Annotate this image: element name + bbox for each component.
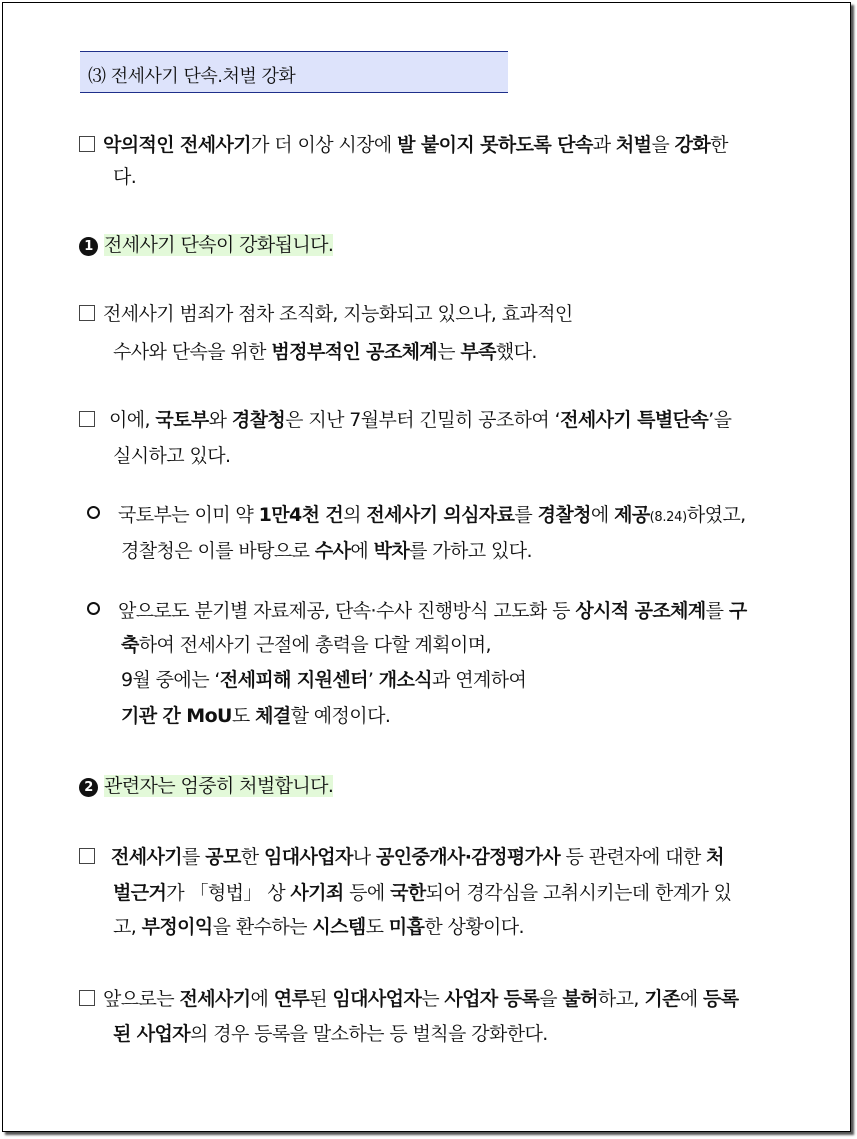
checkbox-square-icon <box>79 411 95 427</box>
text-run: 할 예정이다. <box>290 705 391 727</box>
text-run: 와 <box>208 409 232 431</box>
text-run: 범정부적인 공조체계 <box>271 341 438 363</box>
text-run: 를 가하고 있다. <box>409 540 532 562</box>
text-run: 전세피해 지원센터 <box>219 669 368 691</box>
intro-line-1 <box>79 133 728 157</box>
text-run: 은 지난 7월부터 긴밀히 공조하여 ‘ <box>285 409 561 431</box>
para-2-line-1 <box>79 408 731 432</box>
text-run: 등 관련자에 대한 <box>560 846 707 868</box>
text-run: 시스템 <box>312 916 366 938</box>
text-run: 사업자 등록 <box>444 988 540 1010</box>
text-run: 전세사기 특별단속 <box>560 409 709 431</box>
bullet-2-line-4 <box>121 704 390 728</box>
text-run: 악의적인 전세사기 <box>103 134 252 156</box>
text-run: 사기죄 <box>290 882 344 904</box>
text-run: 1만4천 건 <box>258 504 344 526</box>
circle-bullet-icon <box>87 506 100 519</box>
para-1-line-2 <box>113 340 537 364</box>
text-run: 하여 전세사기 근절에 총력을 다할 계획이며, <box>138 634 491 656</box>
text-run: 9월 중에는 ‘ <box>121 669 220 691</box>
text-run: 공인중개사·감정평가사 <box>375 846 561 868</box>
text-run: 전세사기 <box>111 846 183 868</box>
text-run: 벌근거 <box>113 882 167 904</box>
para-3-line-3 <box>113 915 524 939</box>
text-run: 전세사기 의심자료 <box>366 504 515 526</box>
text-run: 에 <box>250 988 274 1010</box>
text-run: 하고, <box>597 988 645 1010</box>
text-run: 가 더 이상 시장에 <box>251 134 398 156</box>
para-3-line-1 <box>79 845 724 869</box>
text-run: 이에, <box>109 409 156 431</box>
text-run: 상시적 공조체계 <box>575 600 706 622</box>
text-run: 가 「형법」 상 <box>166 882 291 904</box>
text-run: 과 <box>592 134 616 156</box>
text-run: 는 <box>437 341 461 363</box>
heading-1-text: 전세사기 단속이 강화됩니다. <box>104 234 334 256</box>
text-run: 의 경우 등록을 말소하는 등 벌칙을 강화한다. <box>190 1023 548 1045</box>
text-run: 등에 <box>343 882 391 904</box>
text-run: 에 <box>350 540 374 562</box>
text-run: 구 <box>728 600 747 622</box>
para-1-line-1 <box>79 302 573 326</box>
text-run: 을 환수하는 <box>212 916 313 938</box>
text-run: 을 <box>651 134 675 156</box>
text-run: (8.24) <box>649 510 687 525</box>
text-run: 임대사업자 <box>332 988 422 1010</box>
text-run: 한 <box>240 846 264 868</box>
text-run: 기관 간 MoU <box>121 705 232 727</box>
text-run: 개소식 <box>378 669 433 691</box>
text-run: 체결 <box>255 705 291 727</box>
text-run: 을 <box>539 988 563 1010</box>
text-run: 된 <box>309 988 333 1010</box>
text-run: 고, <box>113 916 142 938</box>
text-run: 수사 <box>314 540 351 562</box>
text-run: 전세사기 <box>179 988 251 1010</box>
text-run: 강화 <box>674 134 711 156</box>
text-run: 하였고, <box>686 504 746 526</box>
number-badge-icon: 2 <box>79 778 98 797</box>
text-run: 국토부는 이미 약 <box>118 504 259 526</box>
text-run: 한 상황이다. <box>424 916 524 938</box>
text-run: 를 <box>514 504 538 526</box>
intro-line-2 <box>113 165 136 189</box>
document-page <box>2 2 851 1132</box>
text-run: 도 <box>365 916 389 938</box>
bullet-2-line-3 <box>121 668 526 692</box>
text-run: 발 붙이지 못하도록 단속 <box>397 134 593 156</box>
text-run: 임대사업자 <box>263 846 353 868</box>
para-4-line-2 <box>113 1022 548 1046</box>
text-run: 의 <box>343 504 367 526</box>
text-run: 에 <box>590 504 615 526</box>
text-run: 연루 <box>273 988 310 1010</box>
text-run: 를 <box>182 846 206 868</box>
bullet-2-line-1 <box>87 599 747 623</box>
text-run: 축 <box>121 634 139 656</box>
bullet-1-line-2 <box>121 539 532 563</box>
text-run: 경찰청은 이를 바탕으로 <box>121 540 315 562</box>
bullet-1-line-1 <box>87 503 746 530</box>
text-run: ’ <box>367 669 379 691</box>
text-run: 는 <box>421 988 445 1010</box>
text-run: 미흡 <box>388 916 425 938</box>
text-run: 과 연계하여 <box>432 669 527 691</box>
text-run: 다. <box>113 166 137 188</box>
heading-2 <box>79 774 333 798</box>
text-run: 를 <box>705 600 729 622</box>
text-run: 국토부 <box>155 409 209 431</box>
text-run: 처벌 <box>615 134 652 156</box>
text-run: 경찰청 <box>537 504 591 526</box>
para-4-line-1 <box>79 987 739 1011</box>
text-run: 부족 <box>460 341 496 363</box>
text-run: 되어 경각심을 고취시키는데 한계가 있 <box>425 882 732 904</box>
text-run: 등록 <box>703 988 739 1010</box>
circle-bullet-icon <box>87 602 100 615</box>
text-run: 박차 <box>373 540 410 562</box>
text-run: 국한 <box>390 882 426 904</box>
para-3-line-2 <box>113 881 731 905</box>
text-run: 나 <box>352 846 376 868</box>
number-badge-icon: 1 <box>79 237 98 256</box>
text-run: 실시하고 있다. <box>113 445 231 467</box>
text-run: ’을 <box>708 409 732 431</box>
text-run: 도 <box>231 705 256 727</box>
text-run: 한 <box>710 134 728 156</box>
text-run: 경찰청 <box>231 409 286 431</box>
text-run: 수사와 단속을 위한 <box>113 341 272 363</box>
checkbox-square-icon <box>79 848 95 864</box>
section-title: ⑶ 전세사기 단속.처벌 강화 <box>88 66 296 87</box>
text-run: 처 <box>706 846 724 868</box>
text-run: 부정이익 <box>141 916 213 938</box>
text-run: 공모 <box>205 846 241 868</box>
text-run: 앞으로도 분기별 자료제공, 단속·수사 진행방식 고도화 등 <box>118 600 576 622</box>
heading-2-text: 관련자는 엄중히 처벌합니다. <box>104 775 334 797</box>
heading-1 <box>79 233 333 257</box>
checkbox-square-icon <box>79 305 95 321</box>
text-run: 에 <box>679 988 704 1010</box>
bullet-2-line-2 <box>121 633 491 657</box>
text-run: 된 사업자 <box>113 1023 191 1045</box>
text-run: 전세사기 범죄가 점차 조직화, 지능화되고 있으나, 효과적인 <box>103 303 573 325</box>
text-run: 제공 <box>614 504 650 526</box>
text-run: 기존 <box>644 988 680 1010</box>
checkbox-square-icon <box>79 136 95 152</box>
text-run: 했다. <box>495 341 537 363</box>
checkbox-square-icon <box>79 990 95 1006</box>
section-header <box>80 51 508 93</box>
para-2-line-2 <box>113 444 230 468</box>
text-run: 앞으로는 <box>103 988 180 1010</box>
text-run: 불허 <box>562 988 598 1010</box>
